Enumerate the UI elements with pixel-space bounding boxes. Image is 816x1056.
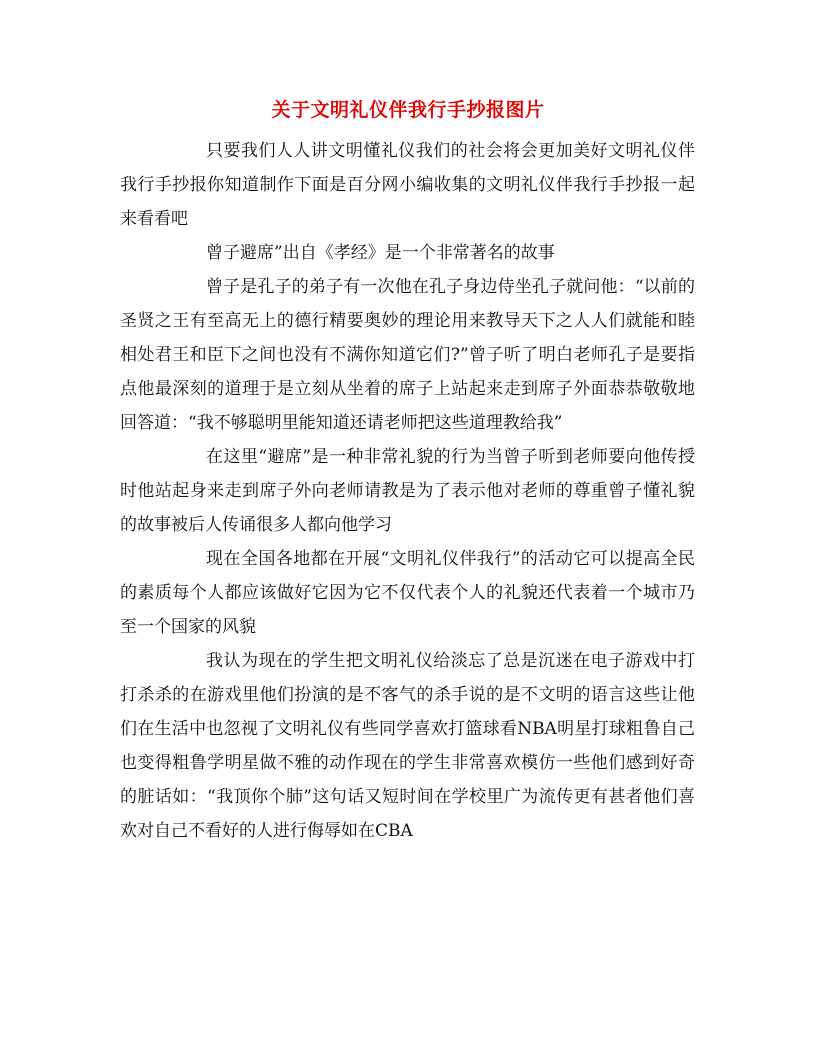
document-body: [120, 134, 695, 848]
paragraph-story-source: 曾子避席”出自《孝经》是一个非常著名的故事: [206, 243, 555, 263]
paragraph-bixi-meaning: 在这里“避席”是一种非常礼貌的行为当曾子听到老师要向他传授时他站起身来走到席子外向老师请教是为了表示他对老师的尊重曾子懂礼貌的故事被后人传诵很多人都向他学习: [120, 447, 695, 535]
paragraph-intro: 只要我们人人讲文明懂礼仪我们的社会将会更加美好文明礼仪伴我行手抄报你知道制作下面是百分网小编收集的文明礼仪伴我行手抄报一起来看看吧: [120, 141, 695, 229]
document-title: 关于文明礼仪伴我行手抄报图片: [271, 99, 545, 121]
paragraph-campaign: 现在全国各地都在开展“文明礼仪伴我行”的活动它可以提高全民的素质每个人都应该做好它因为它不仅代表个人的礼貌还代表着一个城市乃至一个国家的风貌: [120, 549, 695, 637]
paragraph-students: 我认为现在的学生把文明礼仪给淡忘了总是沉迷在电子游戏中打打杀杀的在游戏里他们扮演的是不客气的杀手说的是不文明的语言这些让他们在生活中也忽视了文明礼仪有些同学喜欢打篮球看NBA明星打球粗鲁自己也变得粗鲁学明星做不雅的动作现在的学生非常喜欢模仿一些他们感到好奇的脏话如：“我顶你个肺”这句话又短时间在学校里广为流传更有甚者他们喜欢对自己不看好的人进行侮辱如在CBA: [120, 651, 695, 841]
paragraph-story: 曾子是孔子的弟子有一次他在孔子身边侍坐孔子就问他：“以前的圣贤之王有至高无上的德行精要奥妙的理论用来教导天下之人人们就能和睦相处君王和臣下之间也没有不满你知道它们?”曾子听了明白老师孔子是要指点他最深刻的道理于是立刻从坐着的席子上站起来走到席子外面恭恭敬敬地回答道：“我不够聪明里能知道还请老师把这些道理教给我”: [120, 277, 695, 433]
